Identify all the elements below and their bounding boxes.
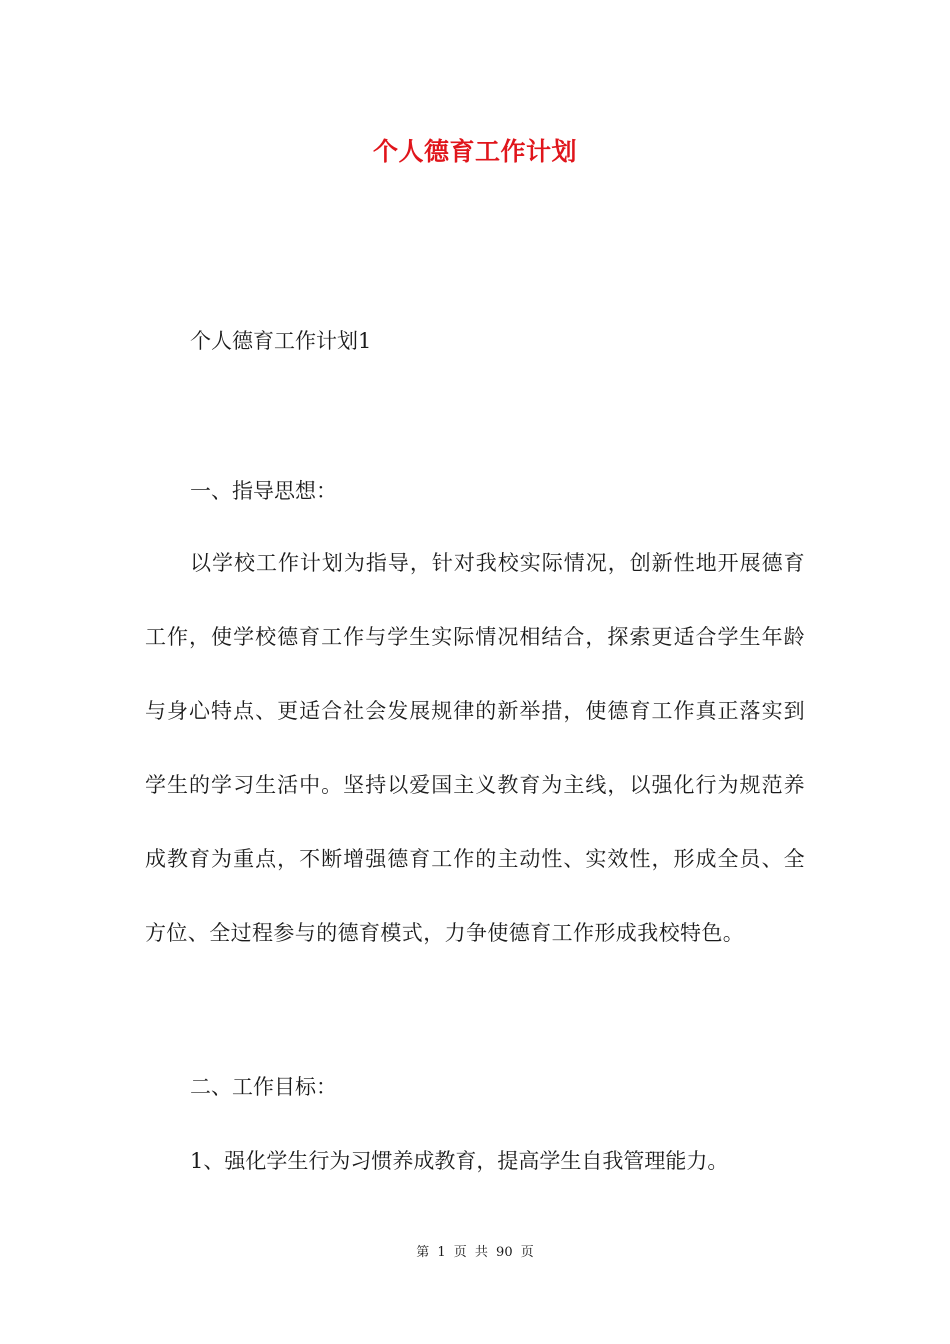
section-heading-guiding-ideology: 一、指导思想：	[190, 479, 337, 503]
work-goal-item-1: 1、强化学生行为习惯养成教育，提高学生自我管理能力。	[190, 1149, 729, 1173]
section-heading-work-goals: 二、工作目标：	[190, 1075, 337, 1099]
plan-subtitle: 个人德育工作计划1	[190, 329, 372, 353]
guiding-ideology-paragraph: 以学校工作计划为指导，针对我校实际情况，创新性地开展德育工作，使学校德育工作与学生实际情况相结合，探索更适合学生年龄与身心特点、更适合社会发展规律的新举措，使德育工作真正落实到学生的学习生活中。坚持以爱国主义教育为主线，以强化行为规范养成教育为重点，不断增强德育工作的主动性、实效性，形成全员、全方位、全过程参与的德育模式，力争使德育工作形成我校特色。	[145, 551, 805, 945]
document-title: 个人德育工作计划	[372, 137, 577, 166]
page-number-footer: 第 1 页 共 90 页	[416, 1245, 534, 1260]
